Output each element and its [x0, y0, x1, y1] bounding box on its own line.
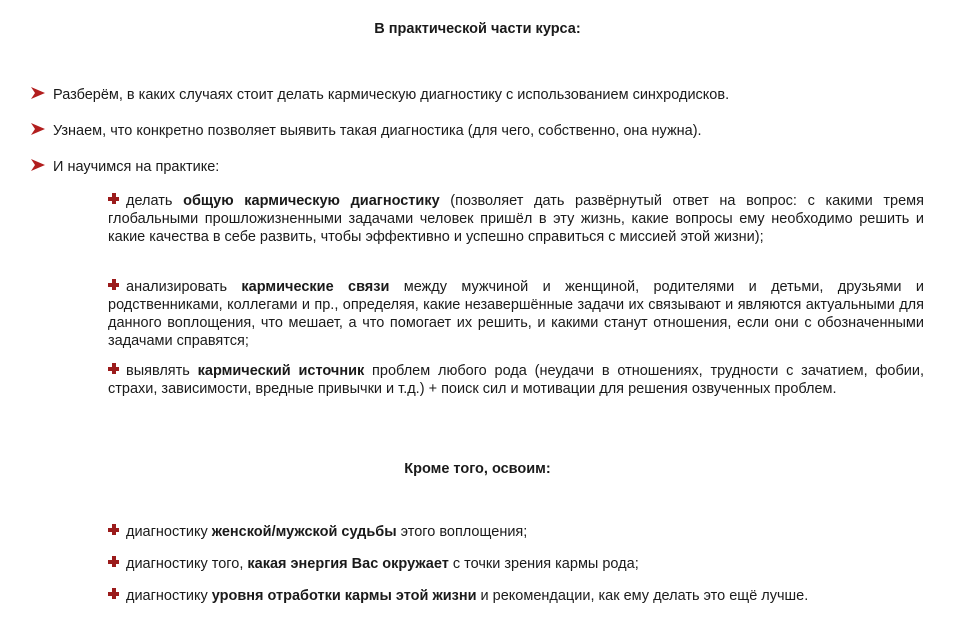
practice-item-text: делать: [126, 193, 184, 209]
also-item-text: с точки зрения кармы рода;: [448, 556, 639, 572]
red-arrowhead-icon: [30, 120, 46, 138]
practice-item-text: проблем любого рода (неудачи в отношениях, трудности с зачатием, фобии, страхи, зависимости, вредные привычки и т.д.) + поиск сил и мотивации для решения озвученных проблем.: [108, 363, 925, 397]
practice-item-text: анализировать: [126, 279, 242, 295]
red-arrowhead-icon: [30, 156, 46, 174]
also-item-text: диагностику: [126, 588, 212, 604]
also-item-text: этого воплощения;: [396, 524, 528, 540]
practice-item-highlight: кармические связи: [241, 279, 390, 295]
practice-item-text: между мужчиной и женщиной, родителями и детьми, друзьями и родственниками, коллегами и пр., определяя, какие незавершённые задачи их связывают и являются актуальными для данного воплощения, что мешает, а что помогает их решить, и какими станут отношения, если они с обозначенными задачами справятся;: [108, 279, 924, 349]
red-cross-icon: [108, 279, 119, 290]
practice-item: [108, 362, 924, 398]
red-cross-icon: [108, 363, 119, 374]
red-arrowhead-icon: [30, 84, 46, 102]
also-item-text: диагностику: [126, 524, 212, 540]
practice-item-text: (позволяет дать развёрнутый ответ на вопрос: с какими тремя глобальными прошложизненными задачами человек пришёл в эту жизнь, какие вопросы ему необходимо решить и какие качества в себе развить, чтобы эффективно и успешно справиться с миссией этой жизни);: [108, 193, 924, 245]
arrow-list-item: [30, 158, 219, 176]
practice-item-highlight: общую кармическую диагностику: [183, 193, 440, 209]
also-item: [108, 555, 639, 573]
also-item-highlight: какая энергия Вас окружает: [247, 556, 449, 572]
arrow-list-text: Узнаем, что конкретно позволяет выявить такая диагностика (для чего, собственно, она нужна).: [53, 123, 702, 139]
practice-item-text: выявлять: [126, 363, 198, 379]
red-cross-icon: [108, 193, 119, 204]
practice-item: [108, 192, 924, 246]
also-item: [108, 587, 808, 605]
arrow-list-text: И научимся на практике:: [53, 159, 220, 175]
red-cross-icon: [108, 524, 119, 535]
red-cross-icon: [108, 588, 119, 599]
red-cross-icon: [108, 556, 119, 567]
heading-also-master: Кроме того, освоим:: [404, 461, 551, 477]
practice-item-highlight: кармический источник: [197, 363, 365, 379]
also-item-text: диагностику того,: [126, 556, 248, 572]
practice-item: [108, 278, 924, 350]
arrow-list-item: [30, 86, 729, 104]
arrow-list-item: [30, 122, 702, 140]
also-item: [108, 523, 527, 541]
also-item-highlight: женской/мужской судьбы: [211, 524, 397, 540]
arrow-list-text: Разберём, в каких случаях стоит делать кармическую диагностику с использованием синхродисков.: [53, 87, 730, 103]
also-item-text: и рекомендации, как ему делать это ещё лучше.: [476, 588, 809, 604]
also-item-highlight: уровня отработки кармы этой жизни: [211, 588, 477, 604]
heading-practical-part: В практической части курса:: [374, 21, 581, 37]
